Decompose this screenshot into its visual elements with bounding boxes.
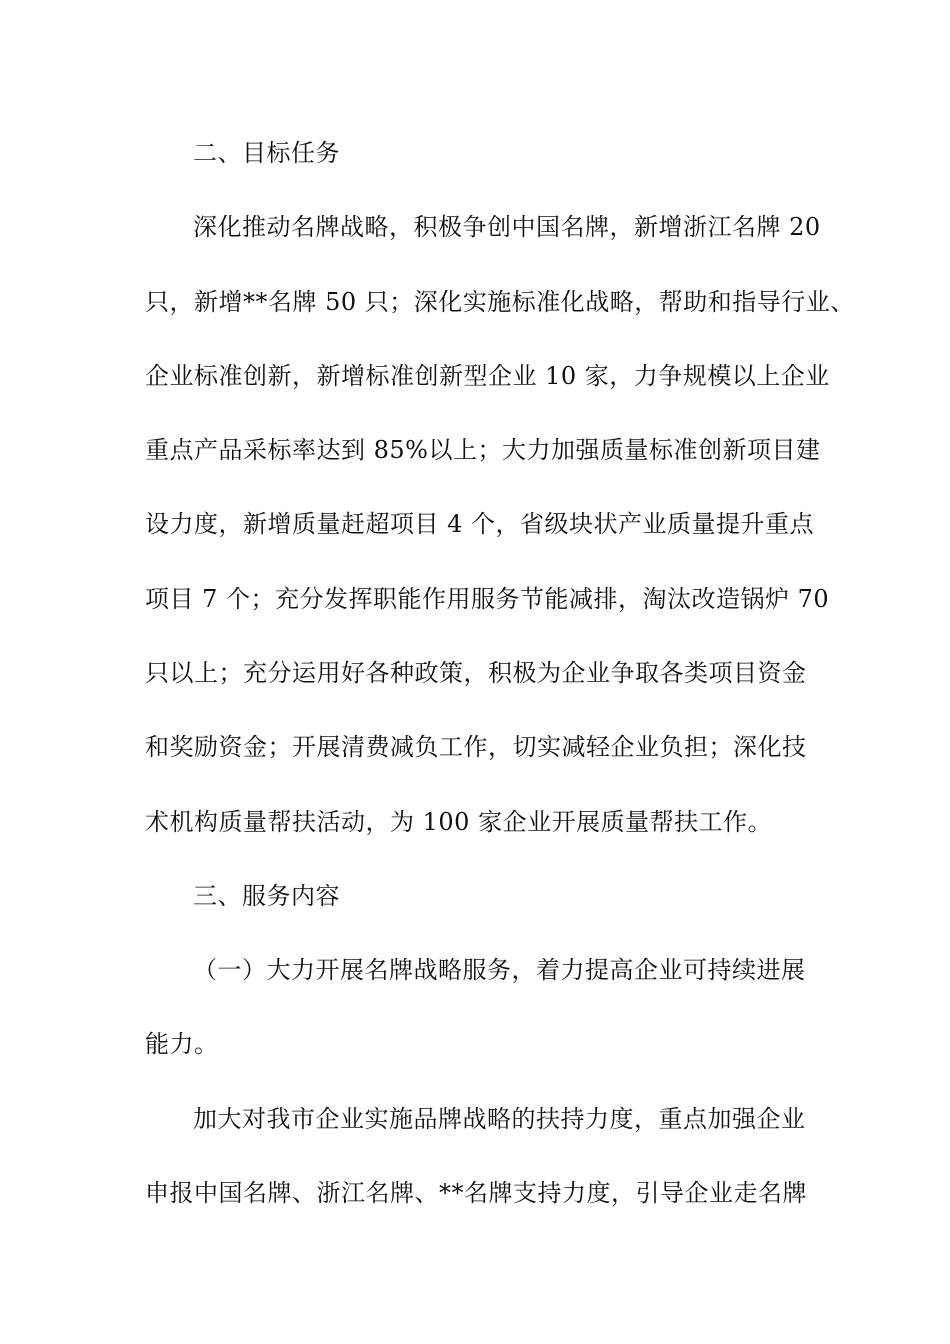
- paragraph-line: 只以上；充分运用好各种政策，积极为企业争取各类项目资金: [145, 659, 807, 687]
- subsection-heading: （一）大力开展名牌战略服务，着力提高企业可持续进展: [193, 956, 806, 984]
- paragraph-line: 只，新增**名牌 50 只；深化实施标准化战略，帮助和指导行业、: [145, 288, 855, 316]
- paragraph-line: 企业标准创新，新增标准创新型企业 10 家，力争规模以上企业: [145, 362, 830, 390]
- paragraph-line: 能力。: [145, 1030, 219, 1058]
- paragraph-line: 加大对我市企业实施品牌战略的扶持力度，重点加强企业: [193, 1105, 806, 1133]
- paragraph-line: 设力度，新增质量赶超项目 4 个，省级块状产业质量提升重点: [145, 510, 815, 538]
- paragraph-line: 申报中国名牌、浙江名牌、**名牌支持力度，引导企业走名牌: [145, 1179, 807, 1207]
- paragraph-line: 项目 7 个；充分发挥职能作用服务节能减排，淘汰改造锅炉 70: [145, 585, 830, 613]
- section-heading-services: 三、服务内容: [193, 882, 340, 910]
- paragraph-line: 深化推动名牌战略，积极争创中国名牌，新增浙江名牌 20: [193, 213, 821, 241]
- section-heading-targets: 二、目标任务: [193, 139, 340, 167]
- paragraph-line: 和奖励资金；开展清费减负工作，切实减轻企业负担；深化技: [145, 733, 807, 761]
- paragraph-line: 术机构质量帮扶活动，为 100 家企业开展质量帮扶工作。: [145, 808, 773, 836]
- paragraph-line: 重点产品采标率达到 85%以上；大力加强质量标准创新项目建: [145, 436, 821, 464]
